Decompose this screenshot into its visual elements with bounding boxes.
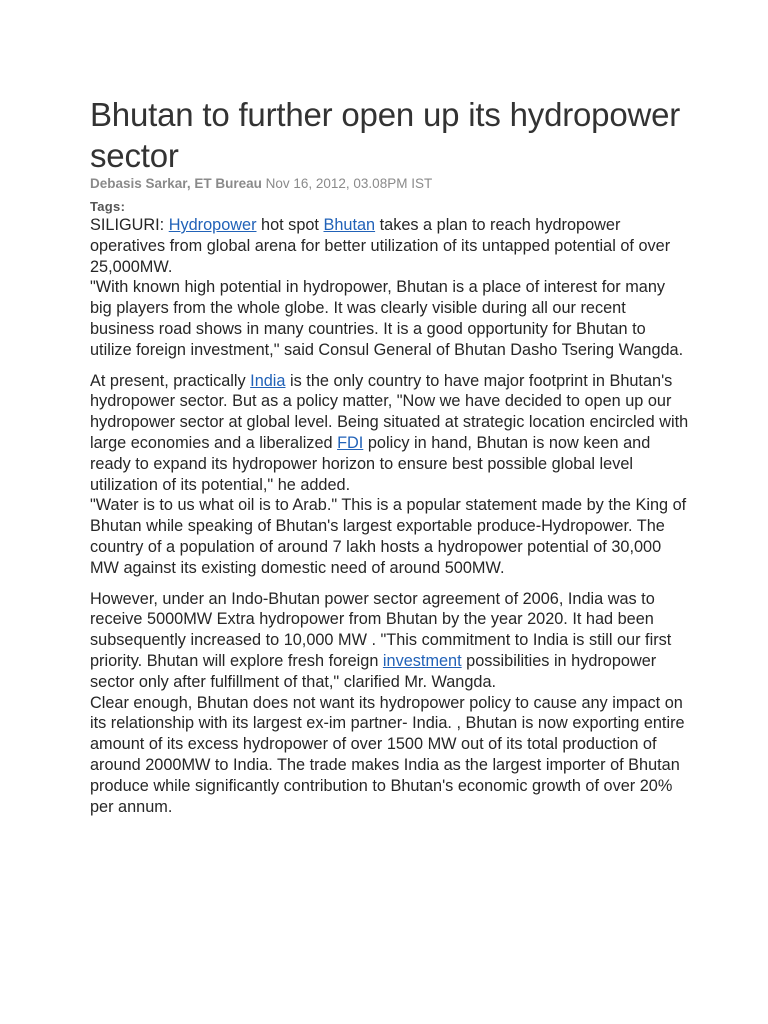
text-run: policy in hand, Bhutan is now keen and ready to expand its hydropower horizon to ensure best possible global level utilization of its potential," he added. [90, 433, 651, 494]
text-run: However, under an Indo-Bhutan power sector agreement of 2006, India was to receive 5000MW Extra hydropower from Bhutan by the year 2020. It had been subsequently increased to 10,000 MW . "This commitment to India is still our first priority. Bhutan will explore fresh foreign [90, 589, 672, 670]
investment-link[interactable]: investment [382, 651, 462, 670]
text-run: possibilities in hydropower sector only after fulfillment of that," clarified Mr. Wangda. [90, 651, 657, 691]
paragraph-6: Clear enough, Bhutan does not want its hydropower policy to cause any impact on its relationship with its largest ex-im partner- India. , Bhutan is now exporting entire amount of its excess hydropower of over 1500 MW out of its total production of around 2000MW to India. The trade makes India as the largest importer of Bhutan produce while significantly contribution to Bhutan's economic growth of over 20% per annum. [90, 693, 685, 816]
fdi-link[interactable]: FDI [337, 433, 364, 452]
paragraph-4: "Water is to us what oil is to Arab." This is a popular statement made by the King of Bhutan while speaking of Bhutan's largest exportable produce-Hydropower. The country of a population of around 7 lakh hosts a hydropower potential of 30,000 MW against its existing domestic need of around 500MW. [90, 496, 687, 577]
article-body [90, 215, 690, 817]
text-run: takes a plan to reach hydropower operatives from global arena for better utilization of its untapped potential of over 25,000MW. [90, 216, 671, 276]
article [90, 94, 690, 817]
india-link[interactable]: India [250, 371, 286, 390]
author-name: Debasis Sarkar, ET Bureau [90, 176, 262, 191]
paragraph-5 [90, 589, 690, 693]
paragraph-3 [90, 371, 690, 496]
text-run: At present, practically [90, 371, 251, 390]
text-run: hot spot [256, 216, 324, 234]
text-run: is the only country to have major footprint in Bhutan's hydropower sector. But as a policy matter, "Now we have decided to open up our hydropower sector at global level. Being situated at strategic location encircled with large economies and a liberalized [90, 371, 689, 452]
paragraph-1 [90, 215, 690, 277]
article-byline [90, 175, 690, 193]
publish-date: Nov 16, 2012, 03.08PM IST [265, 176, 433, 191]
article-title: Bhutan to further open up its hydropower sector [90, 96, 681, 174]
text-run: SILIGURI: [90, 216, 169, 234]
bhutan-link[interactable]: Bhutan [323, 216, 376, 234]
hydropower-link[interactable]: Hydropower [168, 216, 257, 234]
paragraph-2: "With known high potential in hydropower, Bhutan is a place of interest for many big players from the whole globe. It was clearly visible during all our recent business road shows in many countries. It is a good opportunity for Bhutan to utilize foreign investment," said Consul General of Bhutan Dasho Tsering Wangda. [90, 278, 684, 359]
tags-label: Tags: [90, 199, 126, 214]
